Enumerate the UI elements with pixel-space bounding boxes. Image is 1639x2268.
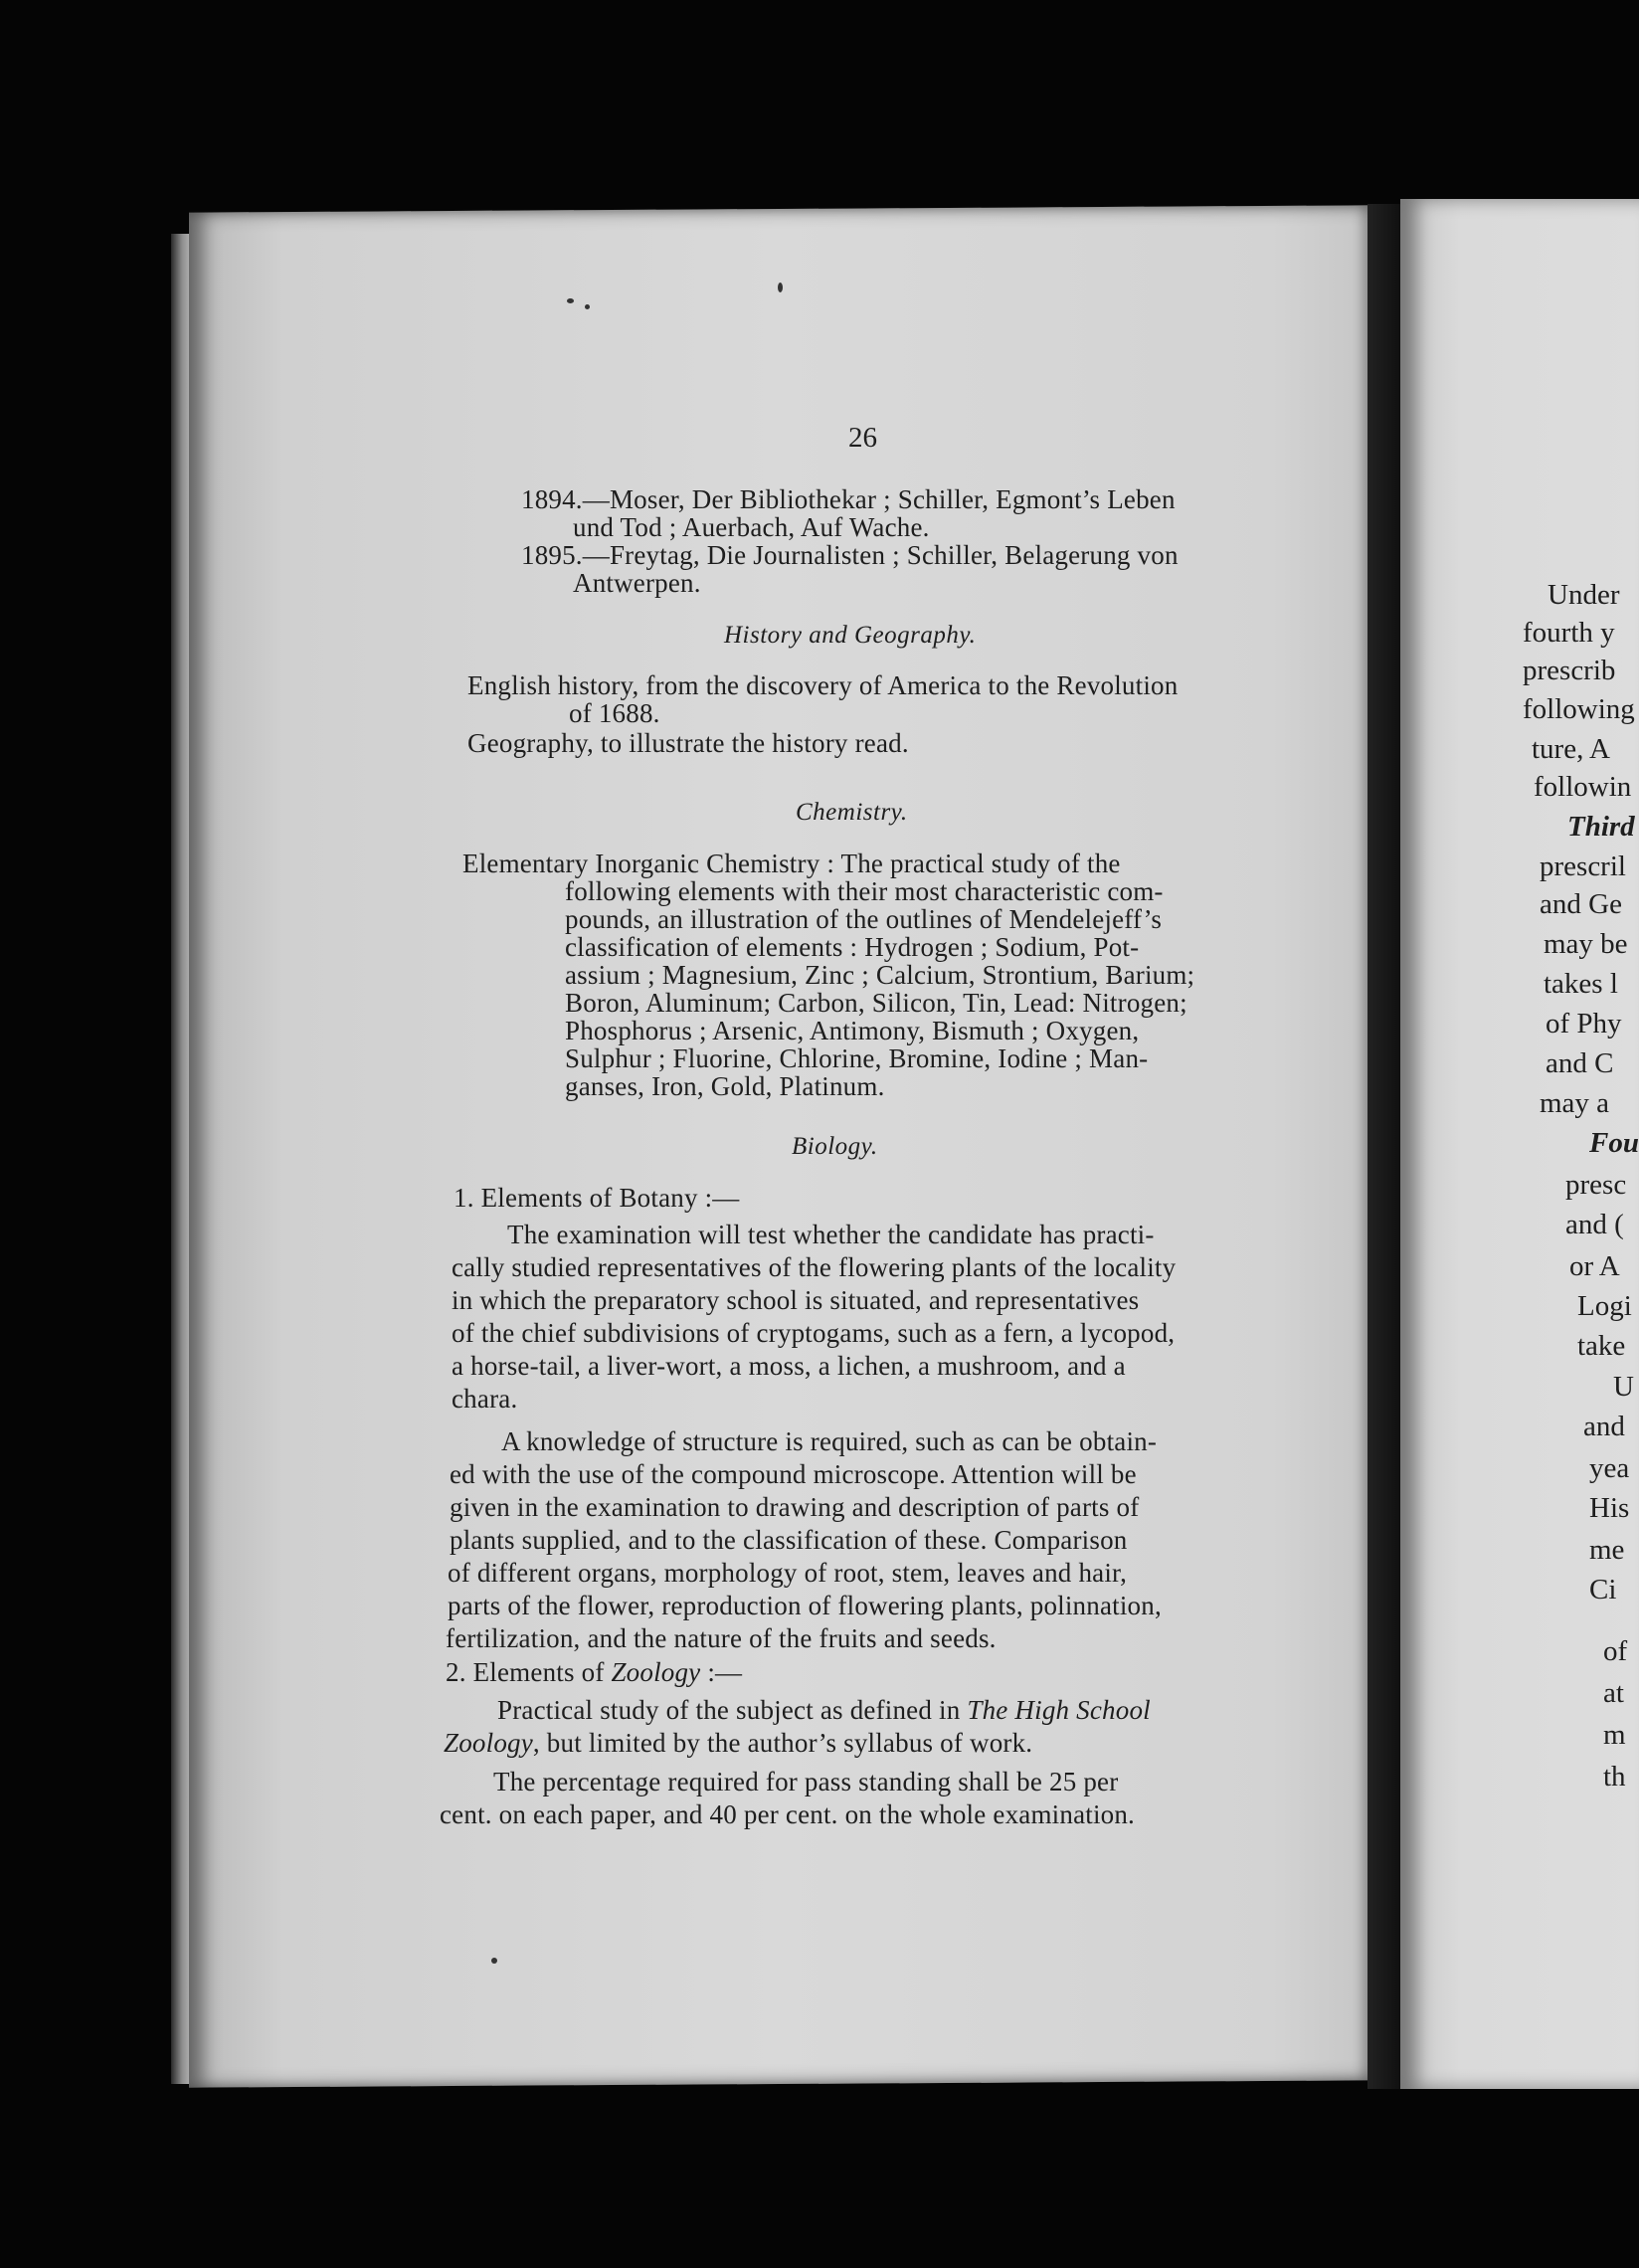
zoology-title xyxy=(446,1656,742,1689)
speck xyxy=(778,283,783,292)
entry-1895-line-1: 1895.—Freytag, Die Journalisten ; Schiller, Belagerung von xyxy=(521,540,1179,570)
botany-p1-line-5: a horse-tail, a liver-wort, a moss, a lichen, a mushroom, and a xyxy=(452,1351,1126,1381)
botany-p2-line-7: fertilization, and the nature of the fruits and seeds. xyxy=(446,1623,997,1653)
right-fragment: and ( xyxy=(1565,1209,1624,1240)
right-fragment: takes l xyxy=(1544,968,1618,1000)
right-fragment: of Phy xyxy=(1546,1008,1622,1040)
right-fragment: Under xyxy=(1548,579,1620,611)
botany-p1-line-1: The examination will test whether the candidate has practi- xyxy=(507,1220,1155,1249)
book-title-part-2: Zoology xyxy=(444,1728,533,1758)
zoology-line-2-text: , but limited by the author’s syllabus of work. xyxy=(532,1728,1033,1758)
chemistry-line-4: classification of elements : Hydrogen ; Sodium, Pot- xyxy=(565,932,1140,962)
history-line-2: of 1688. xyxy=(569,698,660,728)
chemistry-heading: Chemistry. xyxy=(796,799,908,826)
right-fragment: followin xyxy=(1534,771,1632,803)
botany-p2-line-5: of different organs, morphology of root, stem, leaves and hair, xyxy=(448,1558,1128,1588)
right-fragment: me xyxy=(1589,1534,1625,1566)
right-fragment: take xyxy=(1577,1330,1626,1362)
right-fragment: or A xyxy=(1569,1250,1620,1282)
right-fragment: m xyxy=(1603,1719,1626,1751)
botany-p1-line-4: of the chief subdivisions of cryptogams, such as a fern, a lycopod, xyxy=(452,1318,1176,1348)
botany-title: 1. Elements of Botany :— xyxy=(454,1183,740,1213)
botany-p2-line-1: A knowledge of structure is required, such as can be obtain- xyxy=(501,1426,1158,1456)
botany-p2-line-4: plants supplied, and to the classification of these. Comparison xyxy=(450,1525,1128,1555)
right-fragment: and C xyxy=(1546,1047,1614,1079)
right-fragment: Fou xyxy=(1589,1127,1639,1159)
entry-1894-line-2: und Tod ; Auerbach, Auf Wache. xyxy=(573,512,930,542)
chemistry-line-6: Boron, Aluminum; Carbon, Silicon, Tin, Lead: Nitrogen; xyxy=(565,988,1187,1018)
percentage-line-2: cent. on each paper, and 40 per cent. on the whole examination. xyxy=(440,1799,1136,1829)
chemistry-line-9: ganses, Iron, Gold, Platinum. xyxy=(565,1071,885,1101)
zoology-title-suffix: :— xyxy=(700,1657,743,1687)
chemistry-line-2: following elements with their most characteristic com- xyxy=(565,876,1164,906)
chemistry-line-3: pounds, an illustration of the outlines of Mendelejeff’s xyxy=(565,904,1163,934)
percentage-line-1: The percentage required for pass standing shall be 25 per xyxy=(493,1767,1119,1796)
speck xyxy=(585,304,590,309)
chemistry-line-5: assium ; Magnesium, Zinc ; Calcium, Strontium, Barium; xyxy=(565,960,1195,990)
right-fragment: ture, A xyxy=(1532,733,1610,765)
zoology-title-word: Zoology xyxy=(611,1657,701,1687)
right-fragment: prescrib xyxy=(1523,655,1616,686)
botany-p1-line-3: in which the preparatory school is situated, and representatives xyxy=(452,1285,1140,1315)
botany-p1-line-2: cally studied representatives of the flowering plants of the locality xyxy=(452,1252,1177,1282)
chemistry-line-8: Sulphur ; Fluorine, Chlorine, Bromine, Iodine ; Man- xyxy=(565,1043,1149,1073)
zoology-line-2 xyxy=(444,1727,1032,1760)
botany-p1-line-6: chara. xyxy=(452,1384,518,1414)
chemistry-line-7: Phosphorus ; Arsenic, Antimony, Bismuth ; Oxygen, xyxy=(565,1016,1140,1045)
chemistry-line-1: Elementary Inorganic Chemistry : The practical study of the xyxy=(462,849,1121,878)
right-fragment: of xyxy=(1603,1635,1628,1667)
right-fragment: prescril xyxy=(1540,850,1626,882)
right-fragment: th xyxy=(1603,1761,1626,1793)
right-fragment: fourth y xyxy=(1523,617,1615,649)
right-fragment: yea xyxy=(1589,1452,1630,1484)
speck xyxy=(567,298,574,303)
botany-p2-line-3: given in the examination to drawing and description of parts of xyxy=(450,1492,1140,1522)
history-line-1: English history, from the discovery of America to the Revolution xyxy=(467,670,1179,700)
entry-1895-line-2: Antwerpen. xyxy=(573,568,701,598)
botany-p2-line-6: parts of the flower, reproduction of flowering plants, polinnation, xyxy=(448,1591,1162,1620)
right-fragment: following xyxy=(1523,693,1635,725)
right-fragment: Ci xyxy=(1589,1574,1617,1606)
speck xyxy=(491,1958,497,1964)
zoology-line-1-text: Practical study of the subject as defined in xyxy=(497,1695,968,1725)
right-fragment: Third xyxy=(1567,811,1635,843)
history-line-3: Geography, to illustrate the history read. xyxy=(467,728,909,758)
book-title-part-1: The High School xyxy=(967,1695,1151,1725)
biology-heading: Biology. xyxy=(792,1133,878,1160)
history-heading: History and Geography. xyxy=(724,622,977,649)
botany-p2-line-2: ed with the use of the compound microscope. Attention will be xyxy=(450,1459,1137,1489)
right-fragment: and Ge xyxy=(1540,888,1622,920)
right-fragment: His xyxy=(1589,1492,1630,1524)
right-fragment: at xyxy=(1603,1677,1624,1709)
right-fragment: Logi xyxy=(1577,1290,1632,1322)
entry-1894-line-1: 1894.—Moser, Der Bibliothekar ; Schiller, Egmont’s Leben xyxy=(521,484,1176,514)
right-fragment: presc xyxy=(1565,1169,1627,1201)
zoology-line-1 xyxy=(497,1694,1151,1727)
right-fragment: may a xyxy=(1540,1087,1610,1119)
right-fragment: U xyxy=(1613,1371,1634,1403)
page-number: 26 xyxy=(848,422,877,454)
right-fragment: and xyxy=(1583,1411,1625,1442)
right-fragment: may be xyxy=(1544,928,1628,960)
zoology-title-prefix: 2. Elements of xyxy=(446,1657,612,1687)
